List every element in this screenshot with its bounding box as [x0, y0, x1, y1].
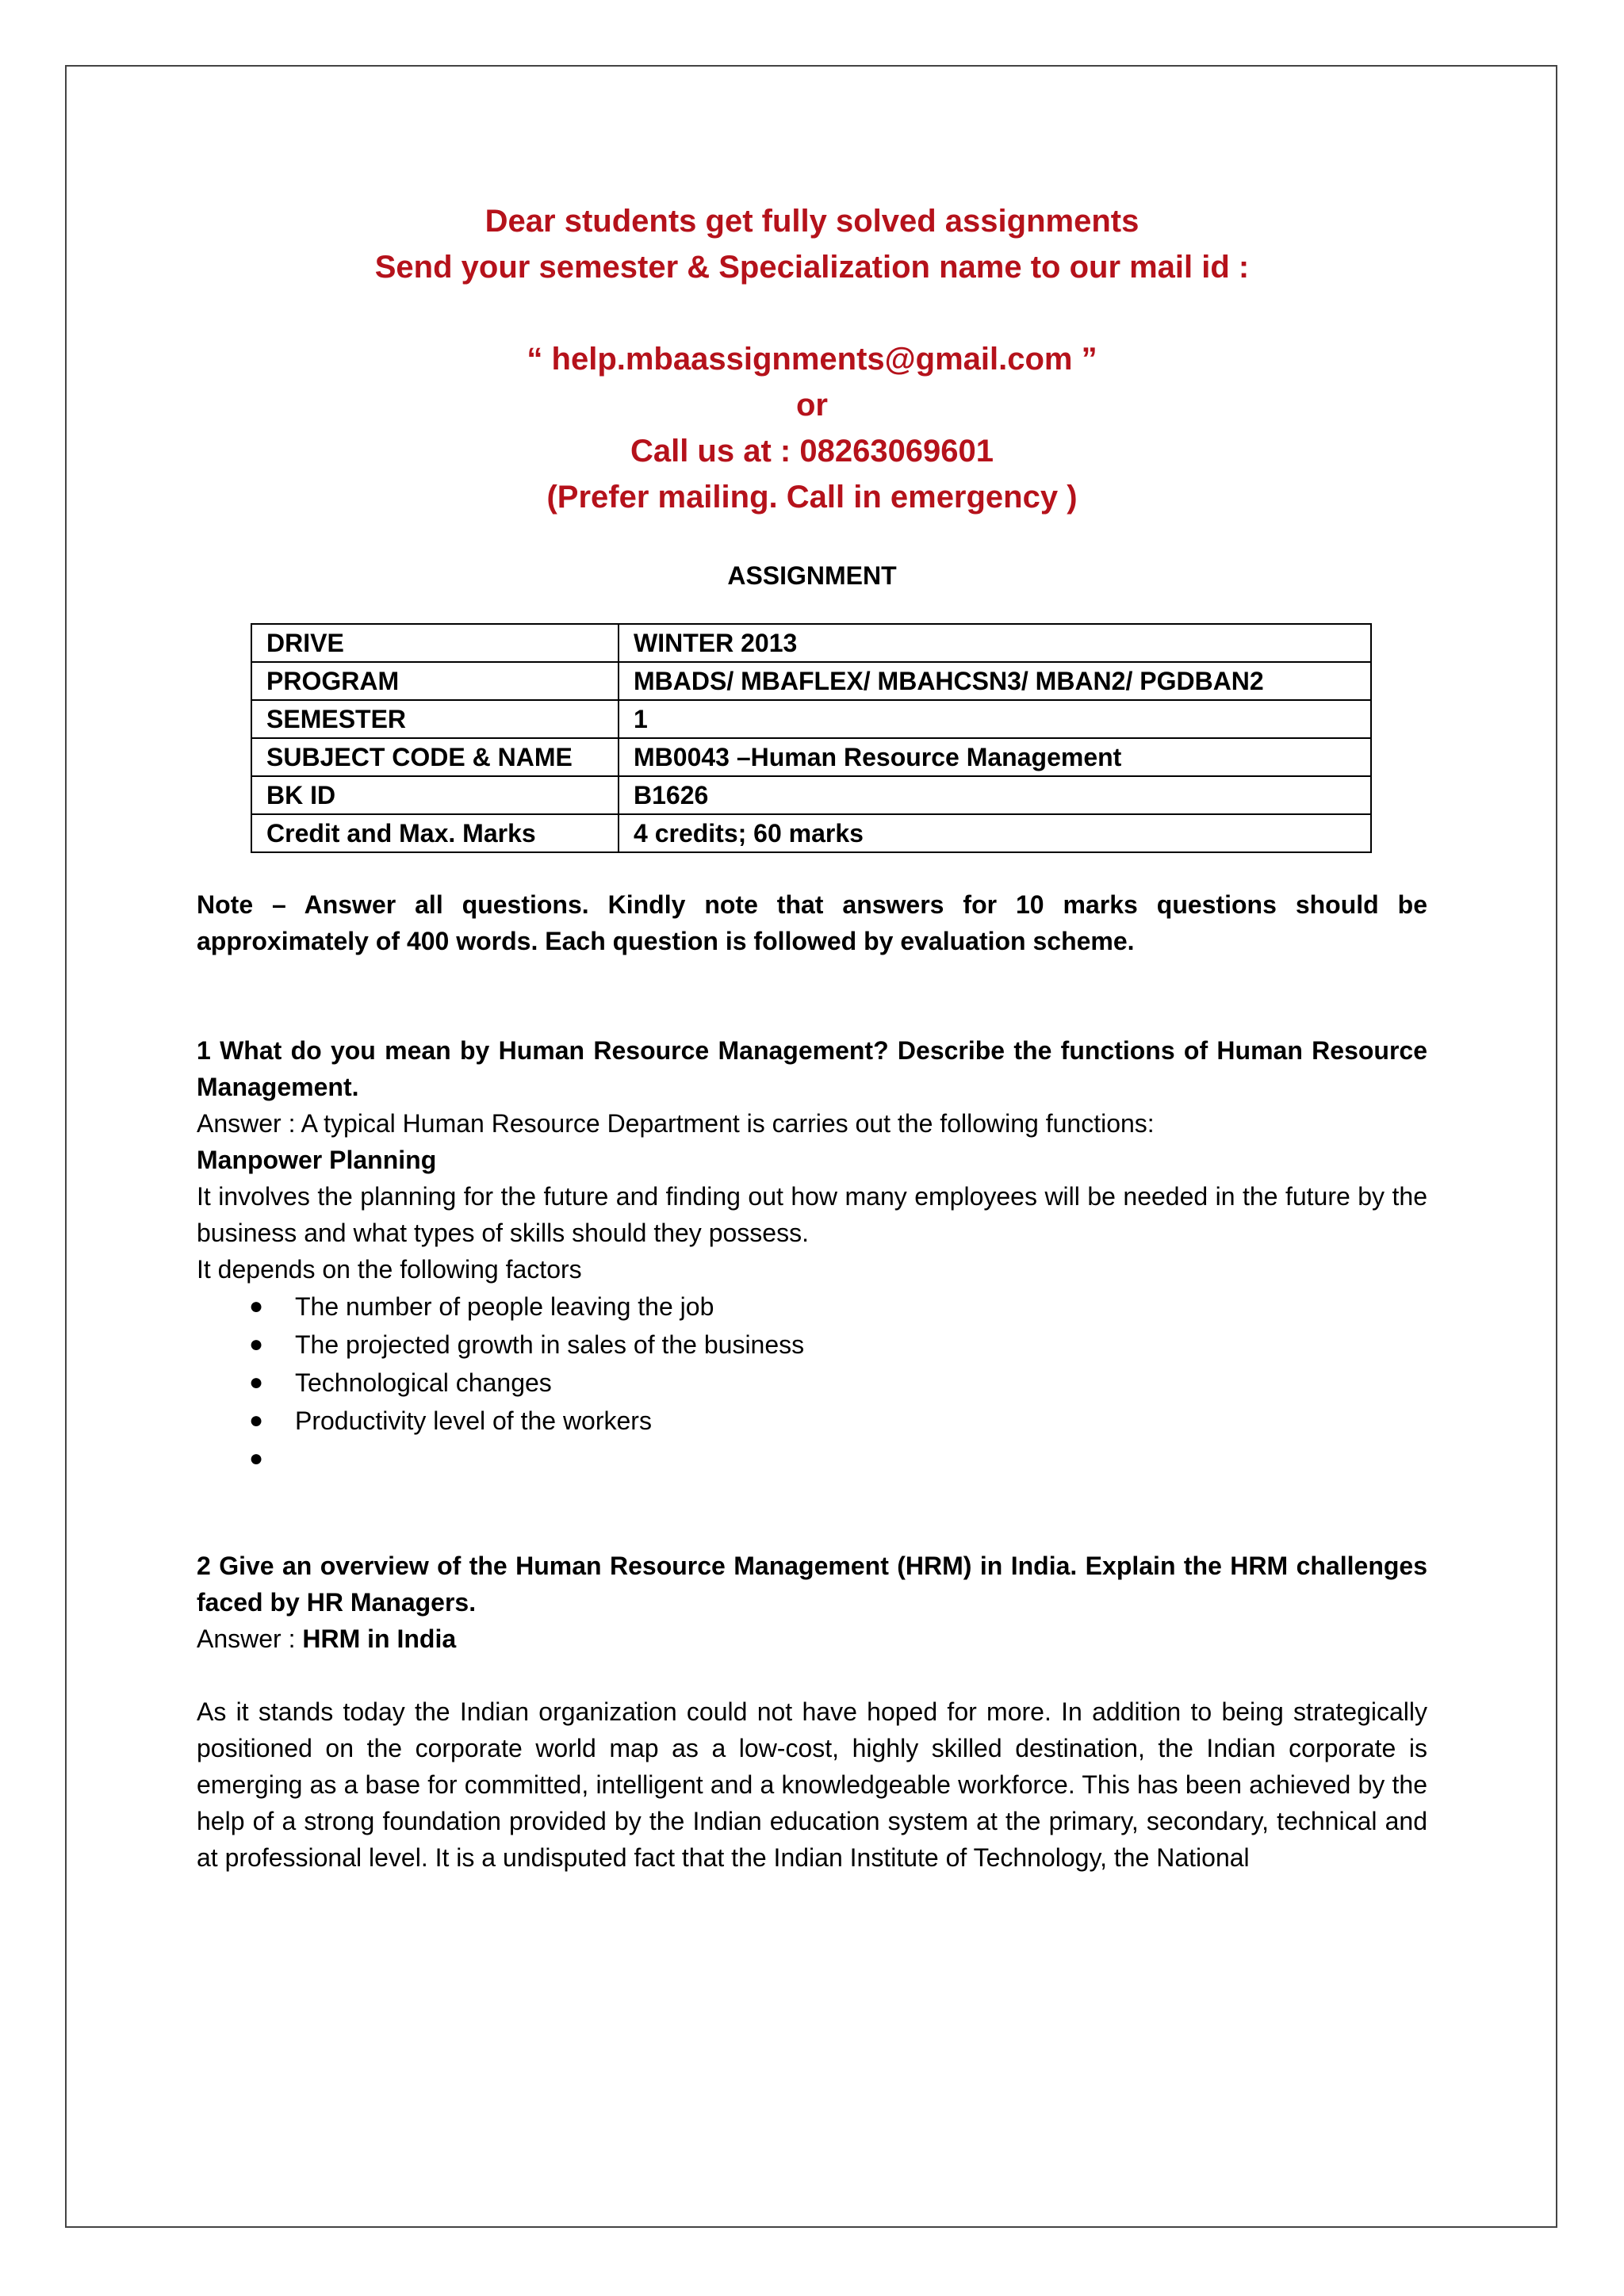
note-paragraph: Note – Answer all questions. Kindly note that answers for 10 marks questions should be approximately of 400 words. Each question is followed by evaluation scheme. [197, 890, 1427, 955]
bullet-icon: ● [249, 1445, 264, 1471]
answer-1-paragraph-2: It depends on the following factors [197, 1255, 582, 1284]
answer-2-heading: HRM in India [302, 1624, 457, 1653]
table-value: 4 credits; 60 marks [619, 814, 1371, 852]
table-value: MBADS/ MBAFLEX/ MBAHCSN3/ MBAN2/ PGDBAN2 [619, 662, 1371, 700]
table-key: BK ID [251, 776, 619, 814]
paragraph-gap [197, 1657, 1427, 1693]
list-item-text: The projected growth in sales of the business [295, 1330, 805, 1359]
list-item [197, 1288, 1427, 1326]
table-value: B1626 [619, 776, 1371, 814]
table-key: Credit and Max. Marks [251, 814, 619, 852]
bullet-icon: ● [249, 1407, 264, 1433]
document-content [197, 198, 1427, 1876]
factors-list [197, 1288, 1427, 1478]
promo-line-2: Send your semester & Specialization name to our mail id : [374, 250, 1250, 285]
answer-1-paragraph-1: It involves the planning for the future and finding out how many employees will be needed in the future by the business and what types of skills should they possess. [197, 1182, 1427, 1247]
promo-or: or [796, 388, 828, 423]
info-table [251, 623, 1372, 853]
table-key: DRIVE [251, 624, 619, 662]
table-row [251, 662, 1371, 700]
table-value: WINTER 2013 [619, 624, 1371, 662]
promo-gap [197, 290, 1427, 336]
promo-call: Call us at : 08263069601 [630, 434, 994, 469]
table-key: SUBJECT CODE & NAME [251, 738, 619, 776]
list-item-text: The number of people leaving the job [295, 1292, 714, 1321]
table-value: MB0043 –Human Resource Management [619, 738, 1371, 776]
promo-block [197, 198, 1427, 520]
bullet-icon: ● [249, 1369, 264, 1395]
table-row [251, 624, 1371, 662]
answer-2-prefix: Answer : [197, 1624, 303, 1653]
list-item-empty [197, 1440, 1427, 1478]
answer-2-paragraph-1: As it stands today the Indian organization could not have hoped for more. In addition to being strategically positioned on the corporate world map as a low-cost, highly skilled destination, the Indian corporate is emerging as a base for committed, intelligent and a knowledgeable workforce. This has been achieved by the help of a strong foundation provided by the Indian education system at the primary, secondary, technical and at professional level. It is a undisputed fact that the Indian Institute of Technology, the National [197, 1697, 1427, 1872]
table-row [251, 738, 1371, 776]
list-item [197, 1364, 1427, 1402]
question-1: 1 What do you mean by Human Resource Management? Describe the functions of Human Resource Management. [197, 1036, 1427, 1101]
list-item [197, 1402, 1427, 1440]
table-value: 1 [619, 700, 1371, 738]
question-2-section [197, 1548, 1427, 1876]
promo-email: “ help.mbaassignments@gmail.com ” [527, 342, 1097, 377]
table-row [251, 776, 1371, 814]
table-key: SEMESTER [251, 700, 619, 738]
table-row [251, 700, 1371, 738]
bullet-icon: ● [249, 1331, 264, 1357]
question-2: 2 Give an overview of the Human Resource Management (HRM) in India. Explain the HRM challenges faced by HR Managers. [197, 1552, 1427, 1617]
bullet-icon: ● [249, 1293, 264, 1319]
answer-1-intro: Answer : A typical Human Resource Department is carries out the following functions: [197, 1109, 1155, 1138]
assignment-title: ASSIGNMENT [727, 561, 897, 590]
promo-line-1: Dear students get fully solved assignments [485, 204, 1139, 239]
promo-prefer: (Prefer mailing. Call in emergency ) [546, 480, 1078, 515]
table-key: PROGRAM [251, 662, 619, 700]
list-item-text: Productivity level of the workers [295, 1406, 652, 1435]
question-1-section [197, 1032, 1427, 1478]
list-item [197, 1326, 1427, 1364]
list-item-text: Technological changes [295, 1368, 552, 1397]
subheading-manpower-planning: Manpower Planning [197, 1146, 437, 1174]
table-row [251, 814, 1371, 852]
answer-2-heading-line [197, 1621, 1427, 1657]
